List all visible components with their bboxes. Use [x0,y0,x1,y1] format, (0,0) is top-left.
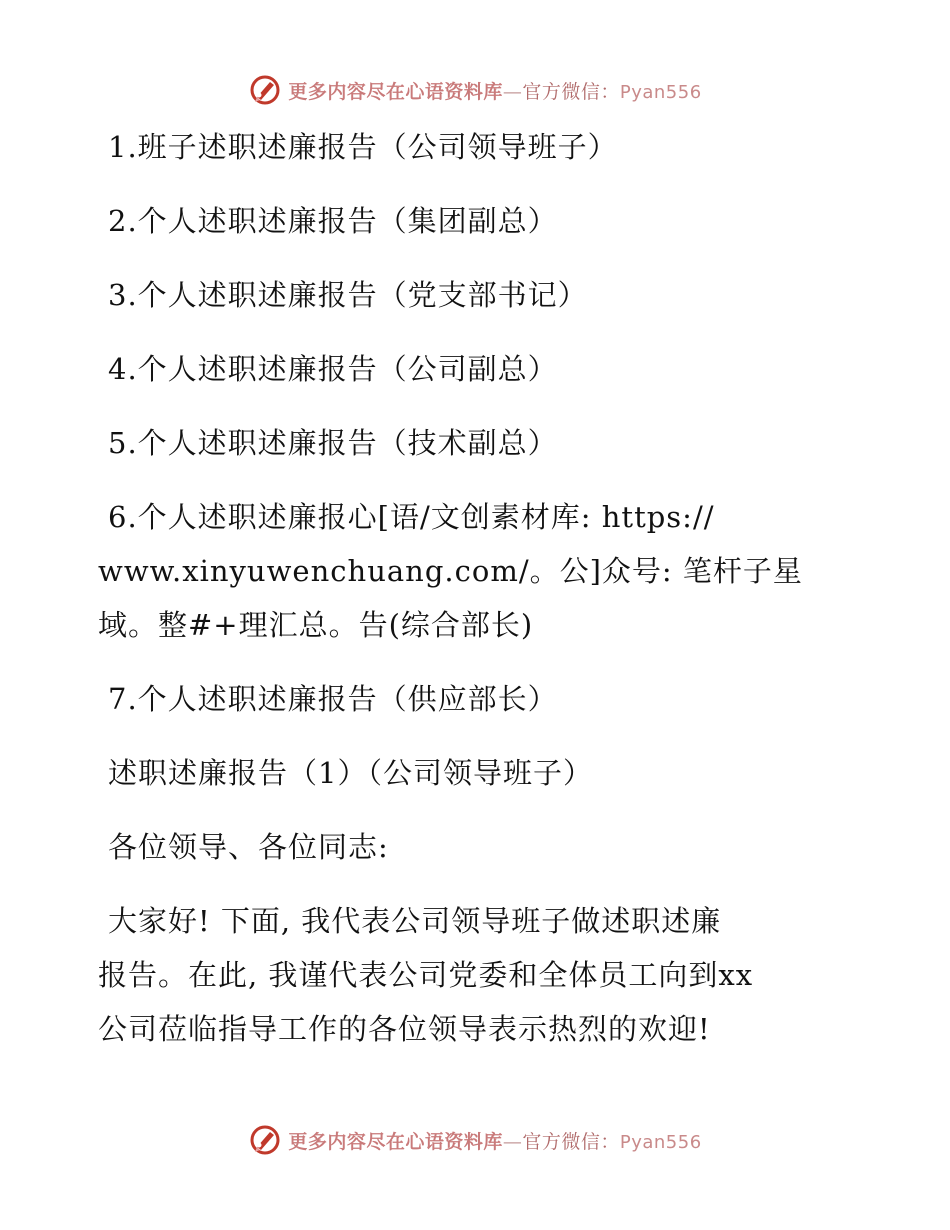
body-line-1: 大家好! 下面, 我代表公司领导班子做述职述廉 [108,904,722,938]
section-title: 述职述廉报告（1）（公司领导班子） [108,756,593,790]
toc-item-6-line-3: 域。整#+理汇总。告(综合部长) [98,608,534,642]
greeting: 各位领导、各位同志: [108,830,389,864]
toc-item-5: 5.个人述职述廉报告（技术副总） [108,426,558,460]
body-line-2: 报告。在此, 我谨代表公司党委和全体员工向到xx [98,958,754,992]
pen-logo-icon [248,73,282,107]
watermark-text [288,77,701,104]
toc-item-6-line-2: www.xinyuwenchuang.com/。公]众号: 笔杆子星 [98,554,803,588]
body-paragraph [98,894,858,1056]
body-line-3: 公司莅临指导工作的各位领导表示热烈的欢迎! [98,1012,711,1046]
toc-item-6 [98,490,858,652]
watermark-wechat-id: Pyan556 [619,81,702,103]
watermark-dash: — [502,1130,523,1153]
toc-item-1: 1.班子述职述廉报告（公司领导班子） [108,130,618,164]
watermark-lead: 更多内容尽在心语资料库 [288,1130,503,1153]
toc-item-2: 2.个人述职述廉报告（集团副总） [108,204,558,238]
toc-item-4: 4.个人述职述廉报告（公司副总） [108,352,558,386]
watermark-sub: 官方微信： [522,1130,620,1153]
watermark-dash: — [502,80,523,103]
toc-item-6-line-1: 6.个人述职述廉报心[语/文创素材库: https:// [108,500,715,534]
watermark-text [288,1127,701,1154]
watermark-lead: 更多内容尽在心语资料库 [288,80,503,103]
watermark-wechat-id: Pyan556 [619,1131,702,1153]
footer-watermark [0,1120,950,1160]
header-watermark [0,70,950,110]
pen-logo-icon [248,1123,282,1157]
toc-item-3: 3.个人述职述廉报告（党支部书记） [108,278,588,312]
toc-item-7: 7.个人述职述廉报告（供应部长） [108,682,558,716]
watermark-sub: 官方微信： [522,80,620,103]
document-body [98,120,858,1056]
